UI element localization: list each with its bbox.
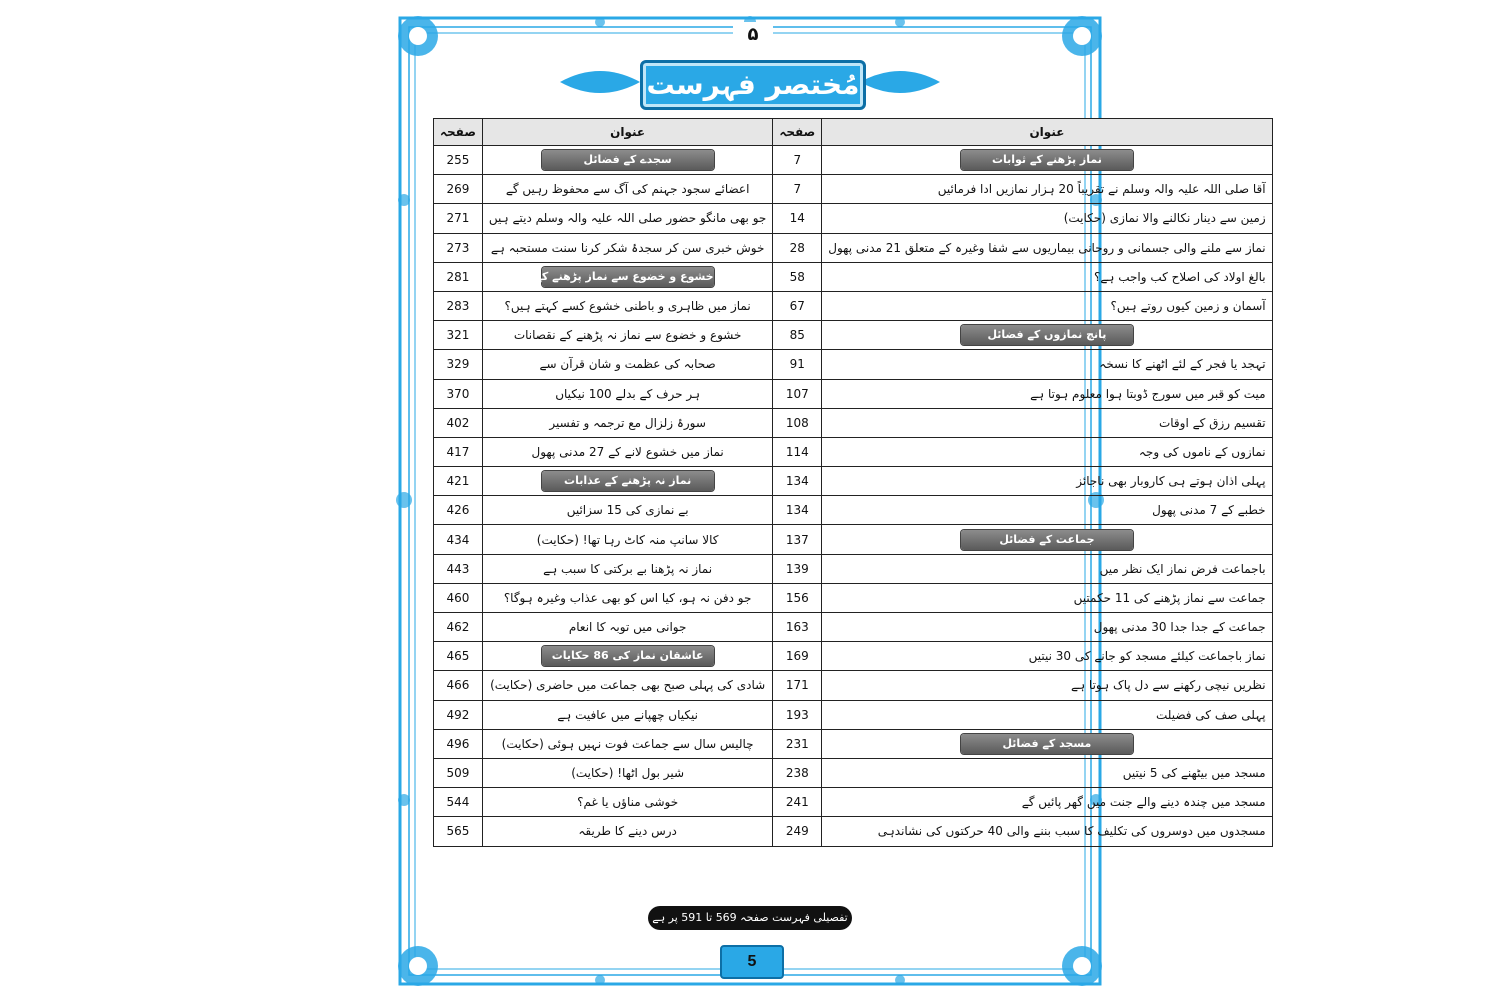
entry-title-right[interactable] <box>822 729 1272 758</box>
entry-page-right[interactable]: 163 <box>773 613 822 642</box>
entry-title-right[interactable]: خطبے کے 7 مدنی پھول <box>822 496 1272 525</box>
entry-title-right[interactable]: تہجد یا فجر کے لئے اٹھنے کا نسخہ <box>822 350 1272 379</box>
header-page-left: صفحہ <box>434 119 483 146</box>
entry-title-left[interactable] <box>482 642 772 671</box>
entry-page-left[interactable]: 255 <box>434 146 483 175</box>
entry-page-left[interactable]: 421 <box>434 467 483 496</box>
section-heading: نماز نہ پڑھنے کے عذابات <box>542 471 714 491</box>
section-heading: خشوع و خضوع سے نماز پڑھنے کے فضائل <box>542 267 714 287</box>
entry-page-left[interactable]: 426 <box>434 496 483 525</box>
entry-page-left[interactable]: 509 <box>434 758 483 787</box>
entry-title-left[interactable]: شادی کی پہلی صبح بھی جماعت میں حاضری (حکایت) <box>482 671 772 700</box>
table-row <box>434 583 1273 612</box>
entry-page-left[interactable]: 271 <box>434 204 483 233</box>
entry-page-left[interactable]: 462 <box>434 613 483 642</box>
entry-page-left[interactable]: 269 <box>434 175 483 204</box>
entry-title-left[interactable]: سورۂ زلزال مع ترجمہ و تفسیر <box>482 408 772 437</box>
entry-page-right[interactable]: 114 <box>773 437 822 466</box>
entry-title-left[interactable]: نماز نہ پڑھنا بے برکتی کا سبب ہے <box>482 554 772 583</box>
table-row <box>434 729 1273 758</box>
entry-page-right[interactable]: 134 <box>773 496 822 525</box>
entry-title-left[interactable]: خشوع و خضوع سے نماز نہ پڑھنے کے نقصانات <box>482 321 772 350</box>
entry-title-right[interactable] <box>822 321 1272 350</box>
entry-title-left[interactable]: نماز میں ظاہری و باطنی خشوع کسے کہتے ہیں؟ <box>482 291 772 320</box>
entry-page-right[interactable]: 238 <box>773 758 822 787</box>
entry-page-left[interactable]: 434 <box>434 525 483 554</box>
header-title-left: عنوان <box>482 119 772 146</box>
entry-page-right[interactable]: 58 <box>773 262 822 291</box>
entry-title-left[interactable]: جو دفن نہ ہو، کیا اس کو بھی عذاب وغیرہ ہوگا؟ <box>482 583 772 612</box>
entry-title-right[interactable]: بالغ اولاد کی اصلاح کب واجب ہے؟ <box>822 262 1272 291</box>
entry-title-left[interactable]: درس دینے کا طریقہ <box>482 817 772 846</box>
entry-title-left[interactable]: چالیس سال سے جماعت فوت نہیں ہوئی (حکایت) <box>482 729 772 758</box>
entry-page-right[interactable]: 108 <box>773 408 822 437</box>
entry-page-right[interactable]: 241 <box>773 788 822 817</box>
entry-page-left[interactable]: 417 <box>434 437 483 466</box>
entry-title-left[interactable]: اعضائے سجود جہنم کی آگ سے محفوظ رہیں گے <box>482 175 772 204</box>
contents-table <box>433 118 1273 847</box>
entry-title-right[interactable]: مسجد میں بیٹھنے کی 5 نیتیں <box>822 758 1272 787</box>
entry-page-right[interactable]: 137 <box>773 525 822 554</box>
table-row <box>434 262 1273 291</box>
entry-page-right[interactable]: 28 <box>773 233 822 262</box>
entry-title-left[interactable]: نیکیاں چھپانے میں عافیت ہے <box>482 700 772 729</box>
entry-title-left[interactable] <box>482 146 772 175</box>
entry-page-left[interactable]: 466 <box>434 671 483 700</box>
entry-page-right[interactable]: 139 <box>773 554 822 583</box>
entry-page-right[interactable]: 134 <box>773 467 822 496</box>
table-row <box>434 467 1273 496</box>
entry-page-left[interactable]: 496 <box>434 729 483 758</box>
table-row <box>434 233 1273 262</box>
table-row <box>434 146 1273 175</box>
entry-page-right[interactable]: 7 <box>773 146 822 175</box>
entry-page-left[interactable]: 565 <box>434 817 483 846</box>
entry-title-right[interactable]: آقا صلی اللہ علیہ والہ وسلم نے تقریباً 20 ہزار نمازیں ادا فرمائیں <box>822 175 1272 204</box>
table-header-row <box>434 119 1273 146</box>
entry-page-right[interactable]: 67 <box>773 291 822 320</box>
entry-page-left[interactable]: 492 <box>434 700 483 729</box>
entry-title-left[interactable]: نماز میں خشوع لانے کے 27 مدنی پھول <box>482 437 772 466</box>
entry-title-right[interactable]: زمین سے دینار نکالنے والا نمازی (حکایت) <box>822 204 1272 233</box>
entry-title-left[interactable]: خوش خبری سن کر سجدۂ شکر کرنا سنت مستحبہ ہے <box>482 233 772 262</box>
entry-page-left[interactable]: 370 <box>434 379 483 408</box>
entry-page-left[interactable]: 283 <box>434 291 483 320</box>
section-heading: مسجد کے فضائل <box>961 734 1133 754</box>
table-row <box>434 554 1273 583</box>
entry-title-left[interactable]: شیر بول اٹھا! (حکایت) <box>482 758 772 787</box>
entry-title-right[interactable] <box>822 525 1272 554</box>
entry-title-left[interactable]: بے نمازی کی 15 سزائیں <box>482 496 772 525</box>
table-row <box>434 788 1273 817</box>
entry-page-right[interactable]: 85 <box>773 321 822 350</box>
entry-page-left[interactable]: 544 <box>434 788 483 817</box>
entry-title-left[interactable]: جو بھی مانگو حضور صلی اللہ علیہ والہ وسلم دیتے ہیں <box>482 204 772 233</box>
entry-page-right[interactable]: 91 <box>773 350 822 379</box>
entry-page-left[interactable]: 329 <box>434 350 483 379</box>
table-row <box>434 379 1273 408</box>
entry-title-left[interactable] <box>482 467 772 496</box>
entry-title-right[interactable]: پہلی اذان ہوتے ہی کاروبار بھی ناجائز <box>822 467 1272 496</box>
entry-page-right[interactable]: 193 <box>773 700 822 729</box>
table-row <box>434 350 1273 379</box>
entry-title-right[interactable]: نماز سے ملنے والی جسمانی و روحانی بیماریوں سے شفا وغیرہ کے متعلق 21 مدنی پھول <box>822 233 1272 262</box>
table-row <box>434 817 1273 846</box>
section-heading: جماعت کے فضائل <box>961 530 1133 550</box>
entry-page-left[interactable]: 443 <box>434 554 483 583</box>
entry-page-right[interactable]: 14 <box>773 204 822 233</box>
table-row <box>434 613 1273 642</box>
entry-title-right[interactable]: جماعت کے جدا جدا 30 مدنی پھول <box>822 613 1272 642</box>
section-heading: پانچ نمازوں کے فضائل <box>961 325 1133 345</box>
header-page-right: صفحہ <box>773 119 822 146</box>
entry-title-right[interactable]: مسجدوں میں دوسروں کی تکلیف کا سبب بننے والی 40 حرکتوں کی نشاندہی <box>822 817 1272 846</box>
entry-page-right[interactable]: 171 <box>773 671 822 700</box>
header-title-right: عنوان <box>822 119 1272 146</box>
entry-page-right[interactable]: 107 <box>773 379 822 408</box>
entry-title-right[interactable]: جماعت سے نماز پڑھنے کی 11 حکمتیں <box>822 583 1272 612</box>
section-heading: نماز پڑھنے کے ثوابات <box>961 150 1133 170</box>
entry-title-right[interactable]: نمازوں کے ناموں کی وجہ <box>822 437 1272 466</box>
table-row <box>434 671 1273 700</box>
entry-page-right[interactable]: 169 <box>773 642 822 671</box>
entry-title-right[interactable]: میت کو قبر میں سورج ڈوبتا ہوا معلوم ہوتا ہے <box>822 379 1272 408</box>
table-row <box>434 700 1273 729</box>
entry-page-right[interactable]: 231 <box>773 729 822 758</box>
table-row <box>434 437 1273 466</box>
entry-page-left[interactable]: 321 <box>434 321 483 350</box>
entry-page-right[interactable]: 249 <box>773 817 822 846</box>
entry-title-right[interactable] <box>822 146 1272 175</box>
table-row <box>434 525 1273 554</box>
entry-title-right[interactable]: نظریں نیچی رکھنے سے دل پاک ہوتا ہے <box>822 671 1272 700</box>
table-row <box>434 642 1273 671</box>
table-row <box>434 321 1273 350</box>
entry-title-left[interactable] <box>482 262 772 291</box>
table-row <box>434 758 1273 787</box>
section-heading: سجدے کے فضائل <box>542 150 714 170</box>
entry-title-right[interactable]: نماز باجماعت کیلئے مسجد کو جانے کی 30 نیتیں <box>822 642 1272 671</box>
table-row <box>434 496 1273 525</box>
page-number-top: ۵ <box>733 22 773 48</box>
entry-page-right[interactable]: 7 <box>773 175 822 204</box>
entry-page-left[interactable]: 402 <box>434 408 483 437</box>
entry-page-right[interactable]: 156 <box>773 583 822 612</box>
entry-title-right[interactable]: تقسیم رزق کے اوقات <box>822 408 1272 437</box>
table-row <box>434 175 1273 204</box>
entry-title-left[interactable]: ہر حرف کے بدلے 100 نیکیاں <box>482 379 772 408</box>
entry-title-left[interactable]: صحابہ کی عظمت و شان قرآن سے <box>482 350 772 379</box>
entry-title-right[interactable]: آسمان و زمین کیوں روتے ہیں؟ <box>822 291 1272 320</box>
entry-title-left[interactable]: کالا سانپ منہ کاٹ رہا تھا! (حکایت) <box>482 525 772 554</box>
page-title: مُختصر فہرست <box>640 60 866 110</box>
page-number-bottom: 5 <box>720 945 784 979</box>
entry-title-right[interactable]: باجماعت فرض نماز ایک نظر میں <box>822 554 1272 583</box>
table-row <box>434 408 1273 437</box>
entry-title-left[interactable]: جوانی میں توبہ کا انعام <box>482 613 772 642</box>
detailed-index-banner: تفصیلی فہرست صفحہ 569 تا 591 پر ہے <box>648 906 852 930</box>
entry-page-left[interactable]: 281 <box>434 262 483 291</box>
entry-title-right[interactable]: مسجد میں چندہ دینے والے جنت میں گھر پائیں گے <box>822 788 1272 817</box>
entry-title-left[interactable]: خوشی مناؤں یا غم؟ <box>482 788 772 817</box>
table-row <box>434 204 1273 233</box>
entry-page-left[interactable]: 465 <box>434 642 483 671</box>
entry-title-right[interactable]: پہلی صف کی فضیلت <box>822 700 1272 729</box>
section-heading: عاشقان نماز کی 86 حکایات <box>542 646 714 666</box>
entry-page-left[interactable]: 460 <box>434 583 483 612</box>
table-row <box>434 291 1273 320</box>
entry-page-left[interactable]: 273 <box>434 233 483 262</box>
